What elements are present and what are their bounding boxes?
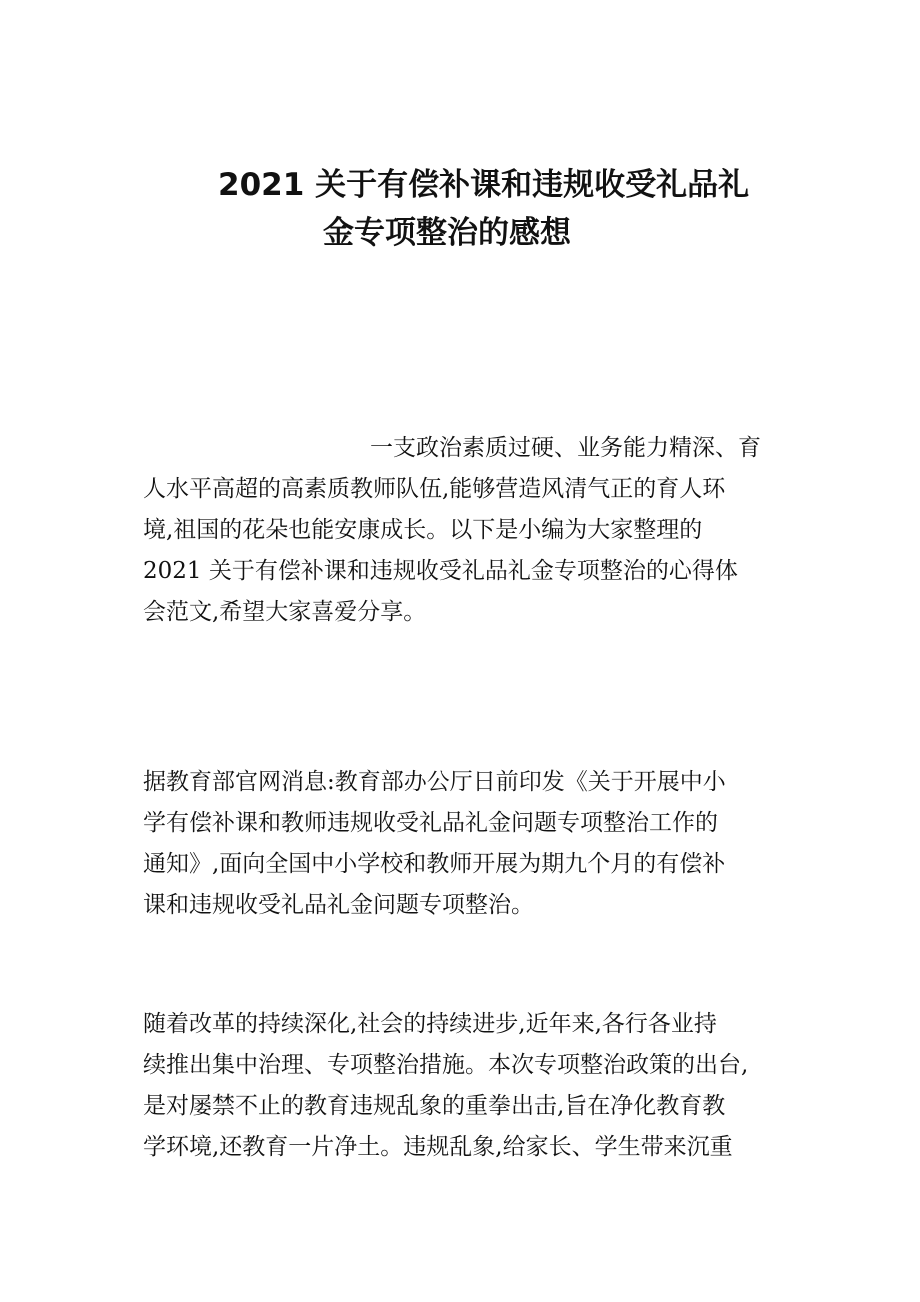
paragraph-line: 人水平高超的高素质教师队伍,能够营造风清气正的育人环	[143, 476, 726, 502]
paragraph-line: 随着改革的持续深化,社会的持续进步,近年来,各行各业持	[143, 1011, 717, 1037]
paragraph-reform	[143, 1004, 783, 1168]
paragraph-line: 学环境,还教育一片净土。违规乱象,给家长、学生带来沉重	[143, 1134, 733, 1160]
paragraph-intro	[143, 428, 783, 633]
paragraph-line: 课和违规收受礼品礼金问题专项整治。	[143, 892, 534, 918]
paragraph-line: 续推出集中治理、专项整治措施。本次专项整治政策的出台,	[143, 1052, 749, 1078]
paragraph-line: 境,祖国的花朵也能安康成长。以下是小编为大家整理的	[143, 517, 703, 543]
document-title-line-1: 2021 关于有偿补课和违规收受礼品礼	[218, 167, 750, 203]
paragraph-line: 2021 关于有偿补课和违规收受礼品礼金专项整治的心得体	[143, 558, 738, 584]
document-title-line-2: 金专项整治的感想	[323, 215, 571, 251]
paragraph-line: 据教育部官网消息:教育部办公厅日前印发《关于开展中小	[143, 769, 726, 795]
paragraph-news	[143, 762, 783, 926]
paragraph-line: 是对屡禁不止的教育违规乱象的重拳出击,旨在净化教育教	[143, 1093, 726, 1119]
paragraph-line: 通知》,面向全国中小学校和教师开展为期九个月的有偿补	[143, 851, 726, 877]
paragraph-line: 学有偿补课和教师违规收受礼品礼金问题专项整治工作的	[143, 810, 718, 836]
paragraph-line: 一支政治素质过硬、业务能力精深、育	[370, 435, 761, 461]
paragraph-line: 会范文,希望大家喜爱分享。	[143, 599, 427, 625]
